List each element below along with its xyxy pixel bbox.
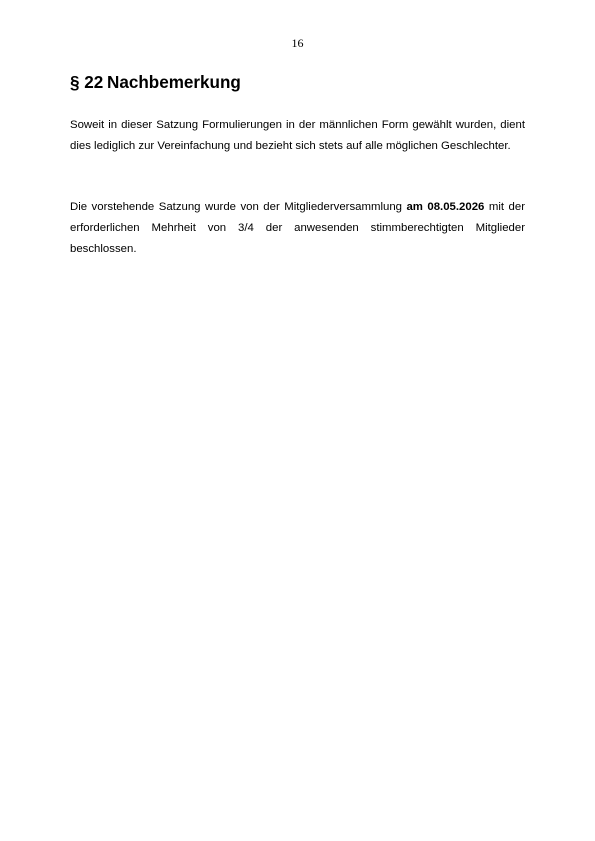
section-title: Nachbemerkung [107, 73, 241, 92]
resolution-text-start: Die vorstehende Satzung wurde von der Mitgliederversammlung [70, 201, 407, 213]
paragraph-resolution [70, 197, 525, 260]
page-content [70, 72, 525, 260]
section-number: § 22 [70, 73, 104, 92]
section-heading [70, 72, 525, 93]
paragraph-note: Soweit in dieser Satzung Formulierungen in der männlichen Form gewählt wurden, dient dies lediglich zur Vereinfachung und bezieht sich stets auf alle möglichen Geschlechter. [70, 119, 525, 152]
resolution-text-end: mit der erforderlichen Mehrheit von 3/4 der anwesenden stimmberechtigten Mitglieder beschlossen. [70, 201, 525, 255]
page-number: 16 [291, 36, 304, 50]
resolution-date: am 08.05.2026 [406, 201, 485, 213]
